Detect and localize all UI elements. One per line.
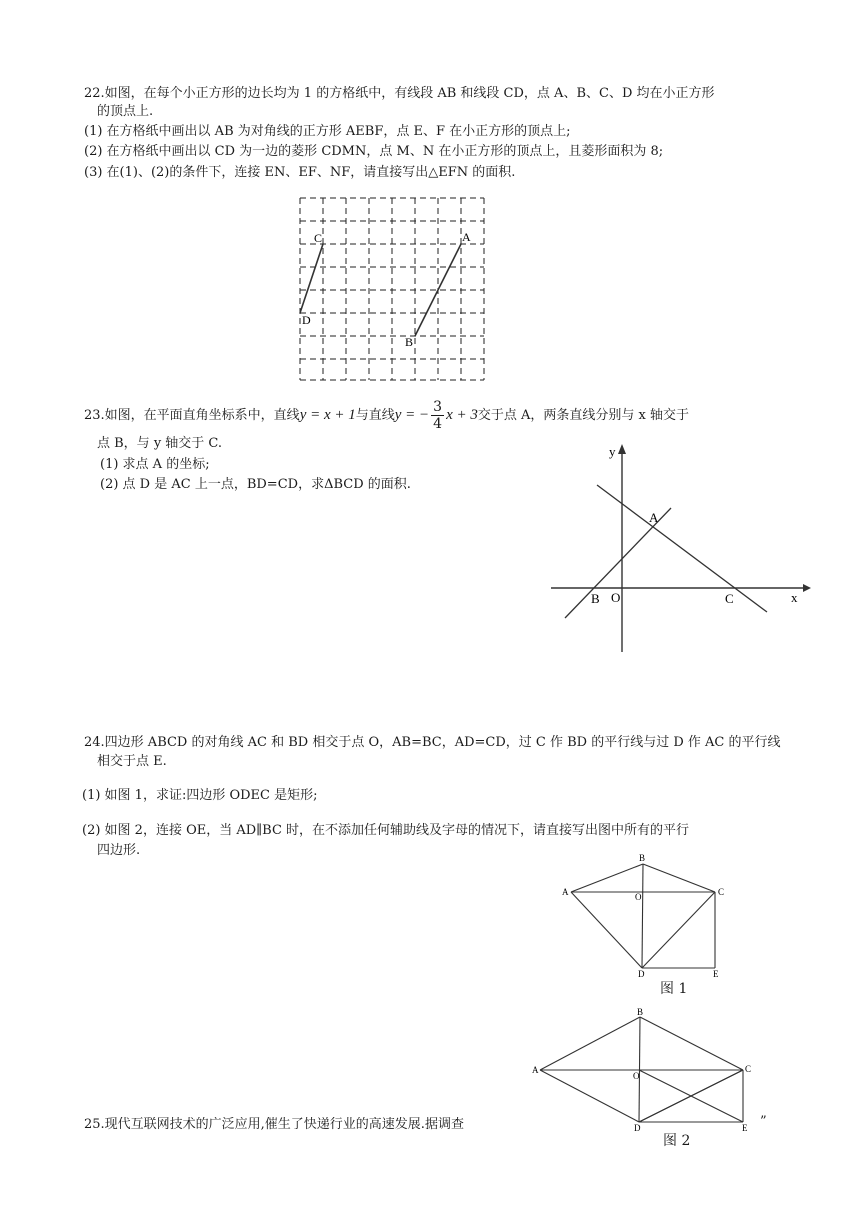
q23-line2-rhs: x + 3 [446,407,478,423]
label-b: B [639,853,646,863]
label-a: A [562,887,569,897]
q23-frac-num: 3 [433,399,443,415]
q23-stem-suffix: 交于点 A，两条直线分别与 x 轴交于 [477,408,689,423]
q23-frac-den: 4 [433,416,443,432]
label-d: D [638,969,645,979]
q24-part1: (1) 如图 1，求证:四边形 ODEC 是矩形; [82,788,318,803]
label-c: C [314,231,323,245]
y-axis-arrow [618,444,626,454]
q22-part1: (1) 在方格纸中画出以 AB 为对角线的正方形 AEBF，点 E、F 在小正方形的顶点上; [84,124,571,139]
label-y: y [609,444,616,459]
label-c: C [725,591,734,606]
q24-stem-line1: 24.四边形 ABCD 的对角线 AC 和 BD 相交于点 O，AB=BC，AD=CD，过 C 作 BD 的平行线与过 D 作 AC 的平行线 [84,735,781,750]
label-o: O [633,1071,640,1081]
segment-cd [300,244,323,313]
q22-grid-figure [290,190,500,390]
label-a: A [649,510,659,525]
label-b: B [591,591,600,606]
q22-stem-line2: 的顶点上. [97,104,154,119]
q25-trailing-mark: ” [760,1114,767,1129]
q22-stem-line1: 22.如图，在每个小正方形的边长均为 1 的方格纸中，有线段 AB 和线段 CD，点 A、B、C、D 均在小正方形 [84,86,715,101]
label-o: O [635,892,642,902]
q24-fig1-caption: 图 1 [660,981,688,997]
label-d: D [634,1123,641,1133]
q23-stem-line2: 点 B，与 y 轴交于 C. [97,436,223,451]
q24-fig2-caption: 图 2 [663,1133,691,1149]
label-b: B [405,335,414,349]
q23-stem-line1 [84,398,689,433]
q22-part3: (3) 在(1)、(2)的条件下，连接 EN、EF、NF，请直接写出△EFN 的面积. [84,165,516,180]
q23-line1-expr: y = x + 1 [299,407,356,423]
q22-part2: (2) 在方格纸中画出以 CD 为一边的菱形 CDMN，点 M、N 在小正方形的顶点上，且菱形面积为 8; [84,144,664,159]
label-e: E [713,969,719,979]
label-x: x [791,590,798,605]
label-b: B [637,1007,644,1017]
label-a: A [532,1065,539,1075]
q24-stem-line2: 相交于点 E. [97,754,167,769]
q23-coordinate-figure [545,440,810,660]
label-e: E [742,1123,748,1133]
q24-figure-1 [555,850,735,980]
label-c: C [745,1064,752,1074]
label-c: C [718,887,725,897]
q24-part2-line1: (2) 如图 2，连接 OE，当 AD∥BC 时，在不添加任何辅助线及字母的情况下，请直接写出图中所有的平行 [82,823,690,838]
q23-line2-lhs: y = − [394,407,430,423]
label-o: O [611,590,621,605]
q23-fraction [431,399,444,432]
x-axis-arrow [803,584,811,592]
q23-mid-text: 与直线 [355,408,395,423]
label-d: D [302,313,311,327]
q23-stem-prefix: 23.如图，在平面直角坐标系中，直线 [84,408,300,423]
q23-part1: (1) 求点 A 的坐标; [100,457,210,472]
q25-stem: 25.现代互联网技术的广泛应用,催生了快递行业的高速发展.据调查 [84,1117,464,1132]
q24-part2-line2: 四边形. [97,843,141,858]
q24-figure-2 [530,1005,760,1135]
label-a: A [462,230,471,244]
q23-part2: (2) 点 D 是 AC 上一点，BD=CD，求ΔBCD 的面积. [100,477,411,492]
